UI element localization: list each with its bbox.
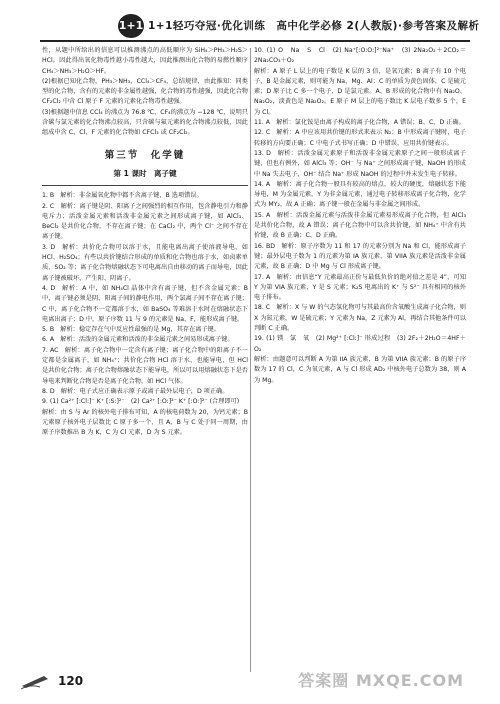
answer-item: 19. (1) 镁 氯 氧 (2) Mg²⁺ [:Cl:]⁻ 形成过程 (3) 2F₂＋2H₂O＝4HF＋O₂	[254, 335, 466, 353]
page-number: 120	[58, 674, 84, 688]
answer-paragraph: (3)根据题中信息 CCl₄ 的沸点为 76.8 ℃，CF₄的沸点为 −128 ℃，说明只含碳与氯元素的化合物沸点较高，只含碳与氟元素的化合物沸点较低，因此组成中含 C、Cl、F 元素的化合物如 CFCl₃ 或 CF₂Cl₂。	[42, 108, 248, 137]
answer-item: 解析：A 原子 L 层上的电子数是 K 层的 3 倍，是氧元素；B 离子有 10 个电子，B 是金属元素，则可能为 Na、Mg、Al；C 的单质为黄色固体，C 是硫元素；D 原子比 C 多一个电子，D 是氯元素。A、B 形成的化合物中有 Na₂O、Na₂O₂，淡黄色是 Na₂O₂。E 原子 M 层上的电子数比 K 层电子数多 5 个，E 为 Cl。	[254, 67, 466, 116]
answer-item: 16. BD 解析：原子序数为 11 和 17 的元素分别为 Na 和 Cl，能形成离子键；最外层电子数为 1 的元素为第 IA 族元素，第 VIIA 族元素是活泼非金属元素，故 B 正确；D 中 Mg 与 Cl 形成离子键。	[254, 242, 466, 271]
page-header	[0, 0, 500, 44]
section-title: 第三节 化学键	[104, 149, 186, 161]
answer-item: 11. A 解析：氯化铵是由离子构成的离子化合物，A 错误；B、C、D 正确。	[254, 119, 465, 127]
answer-item: 10. (1) O Na S Cl (2) Na⁺[:O:O:]²⁻Na⁺ (3) 2Na₂O₂＋2CO₂＝2Na₂CO₃＋O₂	[254, 47, 466, 65]
right-column	[254, 46, 466, 386]
answer-item: 2. C 解析：离子键是阴、阳离子之间强烈的相互作用，包含静电引力和静电斥力；活泼金属元素和活泼非金属元素之间形成离子键，如 AlCl₃、BeCl₂ 是共价化合物，不存在离子键；在 CaCl₂ 中，两个 Cl⁻ 之间不存在离子键。	[42, 202, 248, 241]
watermark-logo: 答案圈 MXQE.COM	[298, 671, 464, 690]
header-title: 1+1轻巧夺冠·优化训练 高中化学必修 2(人教版)·参考答案及解析	[148, 20, 480, 32]
answer-item: 12. C 解析：A 中应该用共价键的形式来表示 N₂；B 中形成离子键时，电子转移的方向要正确；C 中电子式书写正确；D 中错误，应用共价键表示。	[254, 129, 466, 147]
answer-item: 17. A 解析：由信息“Y 元素最高正价与最低负价的绝对值之差是 4”，可知 Y 为第 VIA 族元素，Y 是 S 元素；K₂S 电离出的 K⁺ 与 S²⁻ 具有相同的核外电子排布。	[254, 273, 466, 302]
answer-item: 14. A 解析：离子化合物一般具有较高的熔点，较大的硬度，熔融状态下能导电，M 为金属元素，Y 为非金属元素，通过电子转移形成离子化合物，化学式为 MY₂，故 A 正确；离子键一般在金属与非金属之间形成。	[254, 180, 466, 209]
answer-item: 3. D 解析：共价化合物可以溶于水，且能电离出离子使溶液导电，如 HCl、H₂SO₄；有些以共价键结合形成的单质和化合物也溶于水，如卤素单质、SO₂ 等；离子化合物熔融状态下可电离出自由移动的离子而导电，因此离子键被破坏，产生阳、阴离子。	[42, 243, 248, 282]
section-rule	[42, 185, 248, 186]
page-footer	[18, 668, 478, 698]
answer-item: 解析：由 S 与 Ar 的核外电子排布可知，A 的核电荷数为 20，为钙元素；B 元素原子核外电子层数比 C 原子多一个，且 A、B 与 C 处于同一周期，由原子序数推出 B 为 K，C 为 Cl 元素，D 为 S 元素。	[42, 408, 248, 437]
brand-logo: 1+1	[118, 14, 144, 38]
pen-icon	[20, 672, 54, 690]
answer-item: 18. C 解析：X 与 W 的气态氢化物可与其最高价含氧酸生成离子化合物，则 X 为氮元素，W 是硫元素；Y 元素为 Na，Z 元素为 Al，再结合其他条件可以判断 C 正确。	[254, 304, 466, 333]
answer-item: 1. B 解析：非金属氧化物中都不含离子键，B 选项错误。	[42, 192, 203, 200]
header-rule	[40, 40, 470, 42]
answer-item: 6. A 解析：活泼的金属元素和活泼的非金属元素之间易形成离子键。	[42, 336, 234, 344]
answer-item: 8. D 解析：电子式应正确表示原子或离子最外层电子，D 项正确。	[42, 387, 229, 395]
answer-paragraph: 性，从题中所给出的信息可以推测沸点的高低顺序为 SiH₄＞PH₃＞H₂S＞HCl。因此得出氧化物毒性越小毒性越大，因此推测出化合物的易燃性顺序CH₄＞NH₃＞H₂O＞HF。	[42, 47, 248, 75]
answer-item: 解析：由题意可以判断 A 为第 IIA 族元素，B 为第 VIIA 族元素；B 的原子序数为 17 的 Cl，C 为氧元素，A 与 Cl 形成 AD₂ 中核外电子总数为 38，则 A 为 Mg。	[254, 355, 466, 384]
answer-item: 15. A 解析：活泼金属元素与活泼非金属元素易形成离子化合物，但 AlCl₃ 是共价化合物，故 A 错误；离子化合物中可以含共价键，如 NH₄⁺ 中含有共价键，故 B 正确；C、D 正确。	[254, 211, 466, 240]
answer-item: 5. B 解析：稳定存在气中反应性最强的是 Mg，其存在离子键。	[42, 326, 221, 334]
answer-item: 9. (1) Ca²⁺ [:Cl:]⁻ K⁺ [:S:]²⁻ (2) Ca²⁺ [:O:]²⁻ K⁺ [:O:]²⁻ (合理即可)	[42, 398, 240, 406]
answer-item: 13. D 解析：活泼金属元素原子和活泼非金属元素原子之间一般形成离子键，但也有例外，如 AlCl₃ 等；OH⁻ 与 Na⁺ 之间形成离子键，NaOH 的形成中 Na 失去电子，OH⁻ 结合 Na⁺ 形成 NaOH 的过程中并未发生电子转移。	[254, 149, 466, 178]
left-column	[42, 46, 248, 438]
answer-item: 7. AC 解析：离子化合物中一定含有离子键；离子化合物中的阳离子不一定都是金属离子，如 NH₄⁺；共价化合物 HCl 溶于水，也能导电，但 HCl 是共价化合物；离子化合物熔融状态下能导电，所以可以用熔融状态下是否导电来判断化合物是否是离子化合物，如 HCl 气体。	[42, 346, 248, 385]
answer-paragraph: (2)根据已知化合物，PH₃＞NH₃，CCl₄＞CF₄，总结规律，由此推知：同类型的化合物，含有的元素的非金属性越强，化合物的毒性越强，因此化合物 CF₂Cl₂ 中含 Cl 原子 F 元素的元素化合物毒性越强。	[42, 77, 248, 106]
answer-item: 4. D 解析：A 中，如 NH₄Cl 晶体中含有离子键，但不含金属元素；B 中，离子键必须是阴、阳离子间的静电作用，两个氯离子间不存在离子键；C 中，离子化合物不一定都溶于水，如 BaSO₄ 等难溶于水时在熔融状态下电离出离子；D 中，原子序数 11 与 9 的元素是 Na、F，能形成离子键。	[42, 284, 248, 323]
lesson-title: 第 1 课时 离子键	[113, 168, 177, 178]
column-divider	[250, 48, 251, 672]
